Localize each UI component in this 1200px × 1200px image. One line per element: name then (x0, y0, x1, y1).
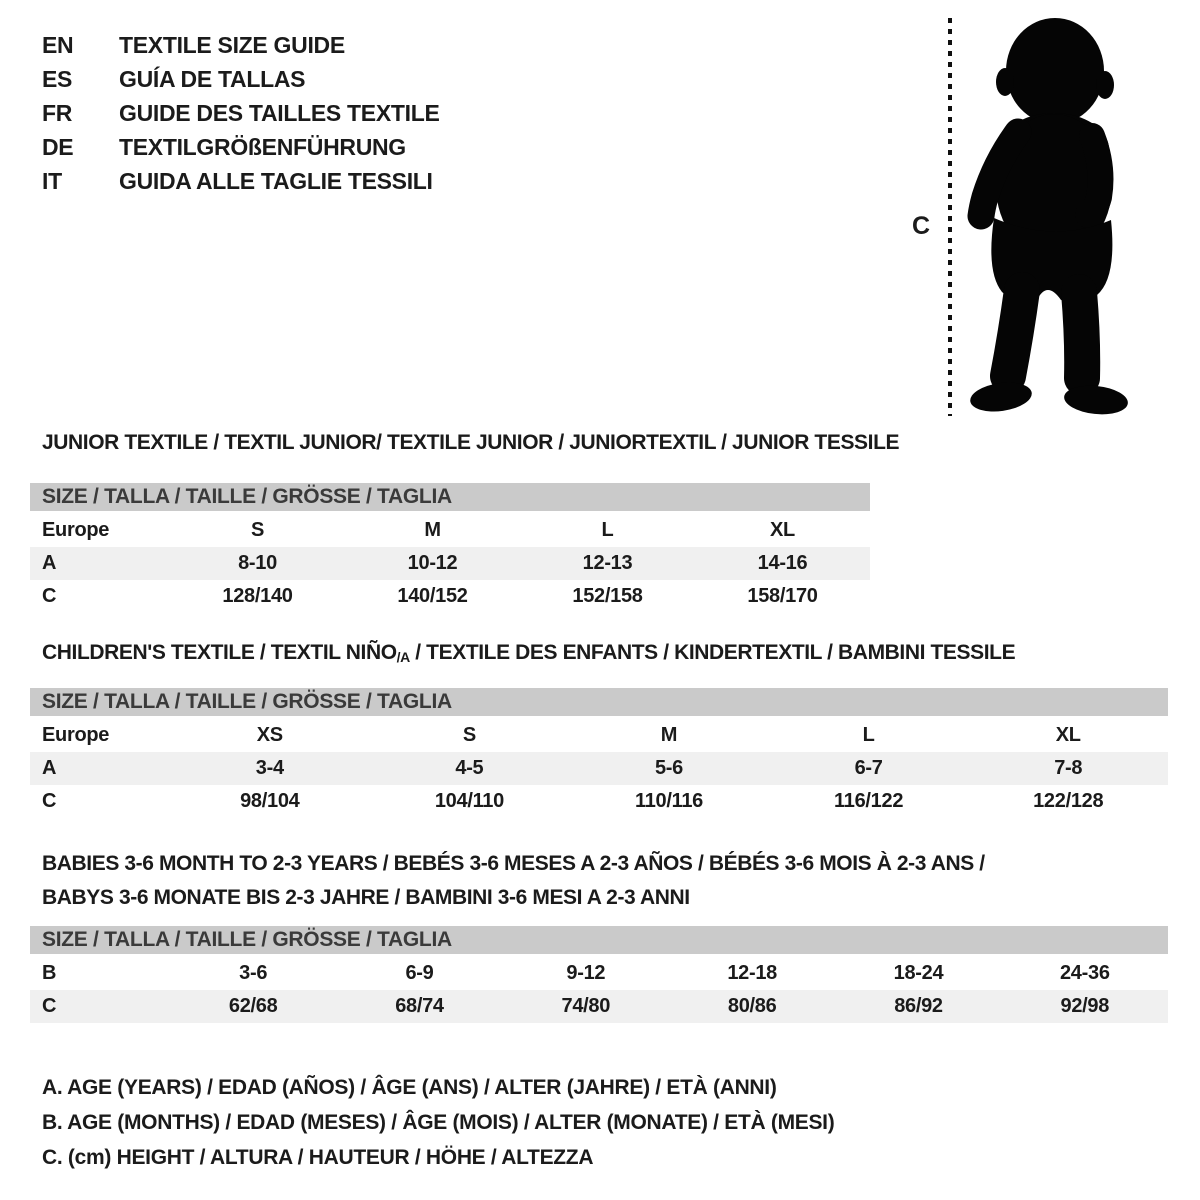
language-label: GUÍA DE TALLAS (119, 66, 306, 92)
table-row-a (30, 547, 870, 580)
language-code: FR (42, 100, 73, 126)
size-table-children (30, 688, 1168, 818)
language-title-block (42, 28, 440, 198)
baby-silhouette (958, 14, 1150, 418)
cell: L (862, 724, 875, 746)
row-label: B (42, 962, 57, 984)
baby-silhouette-icon (958, 14, 1150, 418)
cell: 12-18 (727, 962, 777, 984)
language-row (42, 62, 440, 96)
legend (42, 1070, 834, 1175)
table-row-c (30, 990, 1168, 1023)
size-header: SIZE / TALLA / TAILLE / GRÖSSE / TAGLIA (30, 688, 1168, 716)
language-label: TEXTILGRÖßENFÜHRUNG (119, 134, 406, 160)
cell: 68/74 (395, 995, 444, 1017)
table-row-b (30, 957, 1168, 990)
cell: XS (256, 724, 283, 746)
section-title-children-sub: /A (396, 649, 410, 665)
cell: 8-10 (238, 552, 277, 574)
cell: XL (770, 519, 795, 541)
section-title-children-rest: / TEXTILE DES ENFANTS / KINDERTEXTIL / BAMBINI TESSILE (409, 641, 1016, 664)
section-title-babies-line1: BABIES 3-6 MONTH TO 2-3 YEARS / BEBÉS 3-6 MESES A 2-3 AÑOS / BÉBÉS 3-6 MOIS À 2-3 ANS / (42, 852, 985, 875)
cell: 3-6 (239, 962, 268, 984)
cell: 12-13 (582, 552, 633, 574)
cell: 7-8 (1054, 757, 1083, 779)
row-label: C (42, 790, 57, 812)
cell: 6-9 (405, 962, 434, 984)
size-header: SIZE / TALLA / TAILLE / GRÖSSE / TAGLIA (30, 483, 870, 511)
legend-line-b: B. AGE (MONTHS) / EDAD (MESES) / ÂGE (MOIS) / ALTER (MONATE) / ETÀ (MESI) (42, 1111, 835, 1134)
table-row-c (30, 580, 870, 613)
size-table-junior (30, 483, 870, 613)
row-label: A (42, 757, 57, 779)
cell: M (660, 724, 678, 746)
language-label: GUIDE DES TAILLES TEXTILE (119, 100, 440, 126)
language-row (42, 96, 440, 130)
language-code: DE (42, 134, 74, 160)
cell: 5-6 (654, 757, 683, 779)
cell: 152/158 (572, 585, 643, 607)
language-code: ES (42, 66, 73, 92)
cell: S (462, 724, 476, 746)
cell: 4-5 (455, 757, 484, 779)
cell: 92/98 (1060, 995, 1110, 1017)
table-row-europe (30, 719, 1168, 752)
row-label: C (42, 585, 57, 607)
legend-line-c: C. (cm) HEIGHT / ALTURA / HAUTEUR / HÖHE / ALTEZZA (42, 1146, 594, 1169)
language-row (42, 164, 440, 198)
language-label: TEXTILE SIZE GUIDE (119, 32, 345, 58)
row-label: Europe (42, 724, 110, 746)
cell: 80/86 (727, 995, 777, 1017)
section-title-children (42, 641, 1015, 665)
cell: 6-7 (854, 757, 883, 779)
cell: 9-12 (566, 962, 606, 984)
cell: L (601, 519, 614, 541)
section-title-babies-line2: BABYS 3-6 MONATE BIS 2-3 JAHRE / BAMBINI 3-6 MESI A 2-3 ANNI (42, 886, 690, 909)
cell: 14-16 (757, 552, 808, 574)
cell: S (250, 519, 265, 541)
section-title-junior: JUNIOR TEXTILE / TEXTIL JUNIOR/ TEXTILE JUNIOR / JUNIORTEXTIL / JUNIOR TESSILE (42, 431, 900, 454)
cell: 110/116 (634, 790, 703, 812)
size-table-babies (30, 926, 1168, 1023)
cell: 18-24 (893, 962, 944, 984)
section-title-children-main: CHILDREN'S TEXTILE / TEXTIL NIÑO (42, 641, 397, 664)
language-row (42, 28, 440, 62)
cell: 62/68 (228, 995, 278, 1017)
language-row (42, 130, 440, 164)
cell: 158/170 (747, 585, 818, 607)
row-label: A (42, 552, 57, 574)
language-code: IT (42, 168, 62, 194)
height-measure-label: C (912, 212, 930, 240)
cell: XL (1055, 724, 1081, 746)
legend-line-a: A. AGE (YEARS) / EDAD (AÑOS) / ÂGE (ANS) / ALTER (JAHRE) / ETÀ (ANNI) (42, 1076, 777, 1099)
cell: 3-4 (255, 757, 284, 779)
cell: 128/140 (222, 585, 293, 607)
language-label: GUIDA ALLE TAGLIE TESSILI (119, 168, 433, 194)
cell: 74/80 (561, 995, 611, 1017)
cell: M (424, 519, 441, 541)
section-title-babies (42, 847, 985, 915)
cell: 86/92 (894, 995, 943, 1017)
cell: 10-12 (407, 552, 458, 574)
cell: 116/122 (834, 790, 904, 812)
language-code: EN (42, 32, 74, 58)
row-label: C (42, 995, 57, 1017)
table-row-europe (30, 514, 870, 547)
table-row-a (30, 752, 1168, 785)
cell: 98/104 (240, 790, 300, 812)
row-label: Europe (42, 519, 110, 541)
size-header: SIZE / TALLA / TAILLE / GRÖSSE / TAGLIA (30, 926, 1168, 954)
cell: 140/152 (397, 585, 468, 607)
table-row-c (30, 785, 1168, 818)
cell: 104/110 (434, 790, 504, 812)
cell: 122/128 (1033, 790, 1104, 812)
height-dashed-line (948, 18, 952, 416)
cell: 24-36 (1059, 962, 1110, 984)
